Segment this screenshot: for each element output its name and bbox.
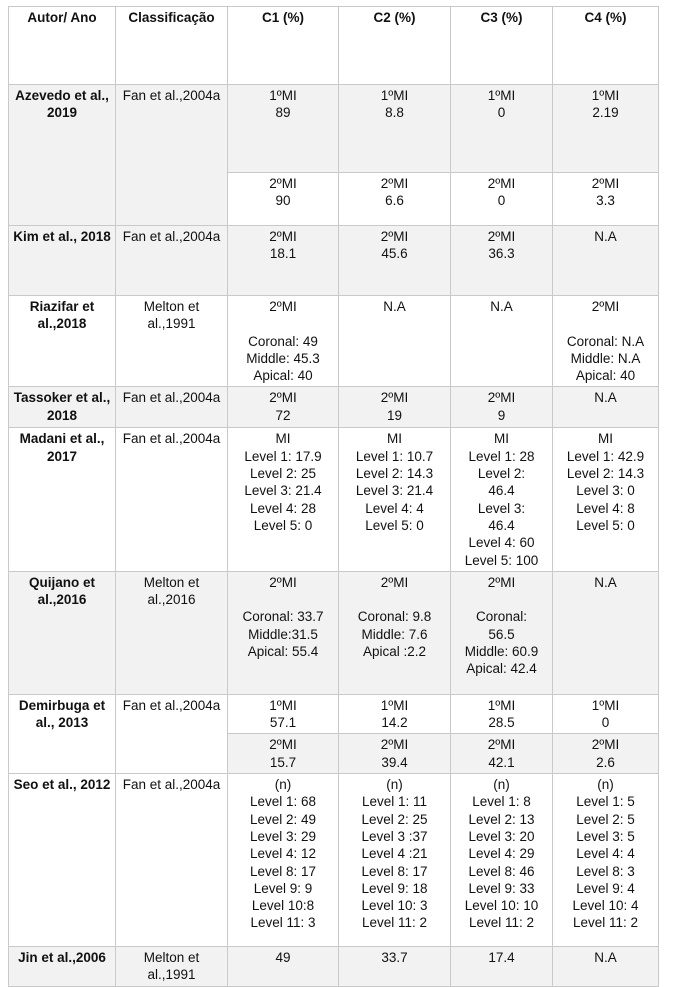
c1-cell: (n) Level 1: 68 Level 2: 49 Level 3: 29 Level 4: 12 Level 8: 17 Level 9: 9 Level 10:8 Level 11: 3 [228, 774, 339, 947]
author-cell: Riazifar et al.,2018 [9, 296, 116, 387]
author-cell: Azevedo et al., 2019 [9, 85, 116, 226]
table-row [9, 571, 659, 694]
c4-cell: 1ºMI 0 [553, 694, 659, 734]
author-cell: Tassoker et al., 2018 [9, 387, 116, 428]
c4-cell: 1ºMI 2.19 [553, 85, 659, 173]
table-row [9, 296, 659, 387]
c1-cell: 1ºMI 57.1 [228, 694, 339, 734]
c2-cell: N.A [339, 296, 451, 387]
c2-cell: 2ºMI 6.6 [339, 173, 451, 226]
c1-cell: 2ºMI Coronal: 33.7 Middle:31.5 Apical: 55.4 [228, 571, 339, 694]
table-row [9, 226, 659, 296]
header-author: Autor/ Ano [9, 7, 116, 85]
classification-cell: Fan et al.,2004a [116, 694, 228, 773]
c3-cell: 1ºMI 0 [451, 85, 553, 173]
table-row [9, 774, 659, 947]
c3-cell: 2ºMI 42.1 [451, 734, 553, 774]
c1-cell: 2ºMI Coronal: 49 Middle: 45.3 Apical: 40 [228, 296, 339, 387]
header-row [9, 7, 659, 85]
table-row [9, 85, 659, 173]
classification-cell: Melton et al.,1991 [116, 947, 228, 987]
c1-cell: 1ºMI 89 [228, 85, 339, 173]
c3-cell: 2ºMI Coronal: 56.5 Middle: 60.9 Apical: 42.4 [451, 571, 553, 694]
c1-cell: 2ºMI 72 [228, 387, 339, 428]
c2-cell: 1ºMI 8.8 [339, 85, 451, 173]
header-c2: C2 (%) [339, 7, 451, 85]
classification-cell: Fan et al.,2004a [116, 428, 228, 571]
c4-cell: MI Level 1: 42.9 Level 2: 14.3 Level 3: 0 Level 4: 8 Level 5: 0 [553, 428, 659, 571]
c2-cell: (n) Level 1: 11 Level 2: 25 Level 3 :37 Level 4 :21 Level 8: 17 Level 9: 18 Level 10: 3 Level 11: 2 [339, 774, 451, 947]
c4-cell: 2ºMI 2.6 [553, 734, 659, 774]
c3-cell: N.A [451, 296, 553, 387]
c4-cell: N.A [553, 387, 659, 428]
header-c1: C1 (%) [228, 7, 339, 85]
c3-cell: (n) Level 1: 8 Level 2: 13 Level 3: 20 Level 4: 29 Level 8: 46 Level 9: 33 Level 10: 10 Level 11: 2 [451, 774, 553, 947]
classification-cell: Fan et al.,2004a [116, 85, 228, 226]
c4-cell: N.A [553, 947, 659, 987]
classification-cell: Melton et al.,1991 [116, 296, 228, 387]
c1-cell: MI Level 1: 17.9 Level 2: 25 Level 3: 21.4 Level 4: 28 Level 5: 0 [228, 428, 339, 571]
c3-cell: 1ºMI 28.5 [451, 694, 553, 734]
classification-cell: Fan et al.,2004a [116, 774, 228, 947]
classification-cell: Fan et al.,2004a [116, 387, 228, 428]
c3-cell: 2ºMI 9 [451, 387, 553, 428]
author-cell: Madani et al., 2017 [9, 428, 116, 571]
author-cell: Demirbuga et al., 2013 [9, 694, 116, 773]
c4-cell: N.A [553, 226, 659, 296]
c1-cell: 2ºMI 15.7 [228, 734, 339, 774]
c4-cell: N.A [553, 571, 659, 694]
c2-cell: 2ºMI Coronal: 9.8 Middle: 7.6 Apical :2.2 [339, 571, 451, 694]
table-row [9, 947, 659, 987]
author-cell: Quijano et al.,2016 [9, 571, 116, 694]
header-c3: C3 (%) [451, 7, 553, 85]
c3-cell: 2ºMI 36.3 [451, 226, 553, 296]
c1-cell: 2ºMI 90 [228, 173, 339, 226]
c3-cell: 17.4 [451, 947, 553, 987]
table-row [9, 387, 659, 428]
header-c4: C4 (%) [553, 7, 659, 85]
c2-cell: 2ºMI 45.6 [339, 226, 451, 296]
c2-cell: 2ºMI 19 [339, 387, 451, 428]
c2-cell: 33.7 [339, 947, 451, 987]
c2-cell: 2ºMI 39.4 [339, 734, 451, 774]
classification-cell: Melton et al.,2016 [116, 571, 228, 694]
table-row [9, 694, 659, 734]
table-row [9, 428, 659, 571]
c3-cell: 2ºMI 0 [451, 173, 553, 226]
c3-cell: MI Level 1: 28 Level 2: 46.4 Level 3: 46.4 Level 4: 60 Level 5: 100 [451, 428, 553, 571]
author-cell: Jin et al.,2006 [9, 947, 116, 987]
header-classification: Classificação [116, 7, 228, 85]
c1-cell: 2ºMI 18.1 [228, 226, 339, 296]
c4-cell: 2ºMI 3.3 [553, 173, 659, 226]
c2-cell: 1ºMI 14.2 [339, 694, 451, 734]
studies-table [8, 6, 659, 987]
classification-cell: Fan et al.,2004a [116, 226, 228, 296]
author-cell: Kim et al., 2018 [9, 226, 116, 296]
c4-cell: 2ºMI Coronal: N.A Middle: N.A Apical: 40 [553, 296, 659, 387]
c1-cell: 49 [228, 947, 339, 987]
c4-cell: (n) Level 1: 5 Level 2: 5 Level 3: 5 Level 4: 4 Level 8: 3 Level 9: 4 Level 10: 4 Level 11: 2 [553, 774, 659, 947]
author-cell: Seo et al., 2012 [9, 774, 116, 947]
c2-cell: MI Level 1: 10.7 Level 2: 14.3 Level 3: 21.4 Level 4: 4 Level 5: 0 [339, 428, 451, 571]
